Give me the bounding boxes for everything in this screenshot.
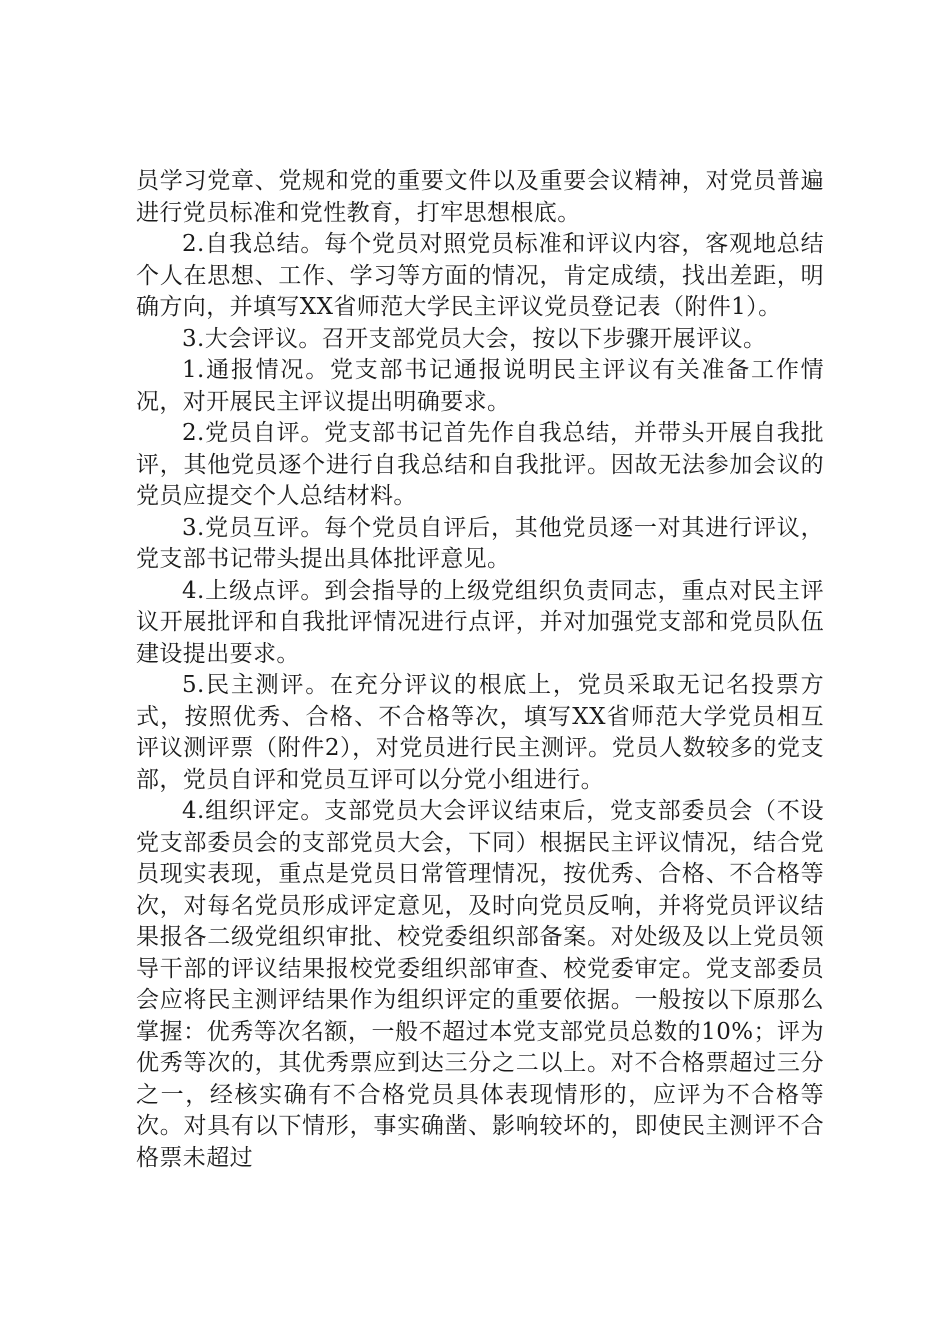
paragraph-self-summary: 2.自我总结。每个党员对照党员标准和评议内容，客观地总结个人在思想、工作、学习等方面的情况，肯定成绩，找出差距，明确方向，并填写XX省师范大学民主评议党员登记表（附件1）。: [136, 231, 824, 320]
paragraph-democratic-assessment: 5.民主测评。在充分评议的根底上，党员采取无记名投票方式，按照优秀、合格、不合格等次，填写XX省师范大学党员相互评议测评票（附件2），对党员进行民主测评。党员人数较多的党支部，党员自评和党员互评可以分党小组进行。: [136, 672, 824, 793]
paragraph-self-evaluation: 2.党员自评。党支部书记首先作自我总结，并带头开展自我批评，其他党员逐个进行自我总结和自我批评。因故无法参加会议的党员应提交个人总结材料。: [136, 420, 824, 509]
paragraph-organization-rating: 4.组织评定。支部党员大会评议结束后，党支部委员会（不设党支部委员会的支部党员大会，下同）根据民主评议情况，结合党员现实表现，重点是党员日常管理情况，按优秀、合格、不合格等次，对每名党员形成评定意见，及时向党员反响，并将党员评议结果报各二级党组织审批、校党委组织部备案。对处级及以上党员领导干部的评议结果报校党委组织部审查、校党委审定。党支部委员会应将民主测评结果作为组织评定的重要依据。一般按以下原那么掌握：优秀等次名额，一般不超过本党支部党员总数的10%；评为优秀等次的，其优秀票应到达三分之二以上。对不合格票超过三分之一，经核实确有不合格党员具体表现情形的，应评为不合格等次。对具有以下情形，事实确凿、影响较坏的，即使民主测评不合格票未超过: [136, 798, 824, 1171]
paragraph-report-situation: 1.通报情况。党支部书记通报说明民主评议有关准备工作情况，对开展民主评议提出明确要求。: [136, 357, 824, 415]
document-body: [136, 166, 824, 1174]
paragraph-continuation: 员学习党章、党规和党的重要文件以及重要会议精神，对党员普遍进行党员标准和党性教育，打牢思想根底。: [136, 168, 824, 226]
paragraph-meeting-review: 3.大会评议。召开支部党员大会，按以下步骤开展评议。: [182, 325, 767, 352]
paragraph-mutual-evaluation: 3.党员互评。每个党员自评后，其他党员逐一对其进行评议，党支部书记带头提出具体批评意见。: [136, 514, 824, 572]
paragraph-superior-comment: 4.上级点评。到会指导的上级党组织负责同志，重点对民主评议开展批评和自我批评情况进行点评，并对加强党支部和党员队伍建设提出要求。: [136, 577, 824, 667]
